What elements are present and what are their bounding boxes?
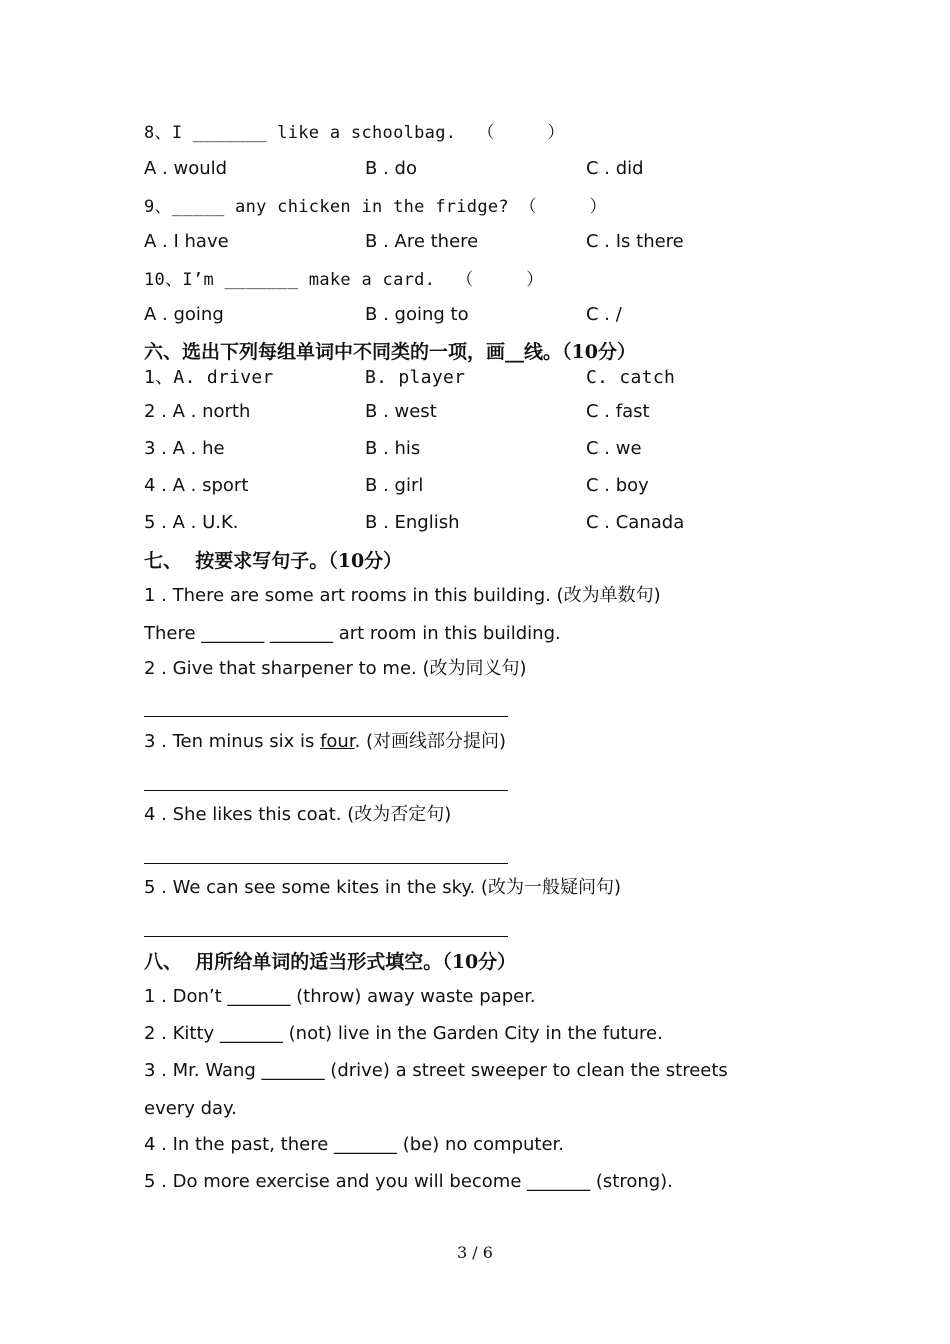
option-c: C . / — [586, 304, 622, 325]
section-6-row — [144, 474, 844, 498]
option-c: C . did — [586, 158, 644, 179]
option-b: B . English — [365, 512, 460, 533]
section-8-question-5: 5 . Do more exercise and you will become _______ (strong). — [144, 1171, 673, 1192]
option-a: 3 . A . he — [144, 438, 225, 459]
section-6-heading: 六、选出下列每组单词中不同类的一项，画__线。（10分） — [144, 341, 636, 363]
option-b: B . Are there — [365, 231, 479, 252]
section-7-question-1: 1 . There are some art rooms in this building. (改为单数句) — [144, 585, 661, 606]
option-b: B . going to — [365, 304, 469, 325]
section-8-question-3-continued: every day. — [144, 1098, 237, 1119]
section-7-question-5: 5 . We can see some kites in the sky. (改为一般疑问句) — [144, 877, 621, 898]
option-a: 2 . A . north — [144, 401, 251, 422]
question-10-options — [144, 303, 844, 327]
option-c: C . we — [586, 438, 642, 459]
section-8-question-1: 1 . Don’t _______ (throw) away waste paper. — [144, 986, 536, 1007]
section-8-question-3: 3 . Mr. Wang _______ (drive) a street sweeper to clean the streets — [144, 1060, 728, 1081]
answer-line — [144, 863, 508, 864]
option-b: B . his — [365, 438, 421, 459]
option-a: A . going — [144, 304, 224, 325]
section-8-question-4: 4 . In the past, there _______ (be) no computer. — [144, 1134, 565, 1155]
option-b: B. player — [365, 367, 466, 388]
option-a: A . I have — [144, 231, 229, 252]
section-6-row — [144, 511, 844, 535]
section-8-heading: 八、 用所给单词的适当形式填空。（10分） — [144, 951, 517, 973]
question-instruction: . (对画线部分提问) — [354, 731, 507, 752]
page-number: 3 / 6 — [457, 1243, 493, 1262]
question-9-options — [144, 230, 844, 254]
option-c: C . Is there — [586, 231, 684, 252]
section-7-question-2: 2 . Give that sharpener to me. (改为同义句) — [144, 658, 527, 679]
answer-line — [144, 716, 508, 717]
answer-line — [144, 790, 508, 791]
question-text: 3 . Ten minus six is — [144, 731, 321, 752]
option-a: 4 . A . sport — [144, 475, 249, 496]
section-7-question-4: 4 . She likes this coat. (改为否定句) — [144, 804, 452, 825]
section-6-row — [144, 437, 844, 461]
section-8-question-2: 2 . Kitty _______ (not) live in the Garden City in the future. — [144, 1023, 663, 1044]
option-c: C . boy — [586, 475, 649, 496]
answer-line — [144, 936, 508, 937]
option-c: C . Canada — [586, 512, 685, 533]
question-9-stem: 9、_____ any chicken in the fridge? （ ） — [144, 197, 607, 217]
section-6-row — [144, 400, 844, 424]
section-7-question-3 — [144, 730, 506, 754]
section-7-heading: 七、 按要求写句子。（10分） — [144, 550, 403, 572]
option-a: 1、A. driver — [144, 367, 274, 388]
option-b: B . girl — [365, 475, 424, 496]
question-10-stem: 10、I’m _______ make a card. （ ） — [144, 270, 544, 290]
section-7-question-1-answer: There _______ _______ art room in this building. — [144, 623, 561, 644]
option-b: B . west — [365, 401, 437, 422]
question-8-stem: 8、I _______ like a schoolbag. （ ） — [144, 123, 565, 143]
underlined-word: four — [320, 731, 355, 752]
option-c: C. catch — [586, 367, 676, 388]
option-a: A . would — [144, 158, 228, 179]
option-c: C . fast — [586, 401, 650, 422]
question-8-options — [144, 157, 844, 181]
option-a: 5 . A . U.K. — [144, 512, 239, 533]
section-6-row — [144, 366, 844, 390]
option-b: B . do — [365, 158, 417, 179]
